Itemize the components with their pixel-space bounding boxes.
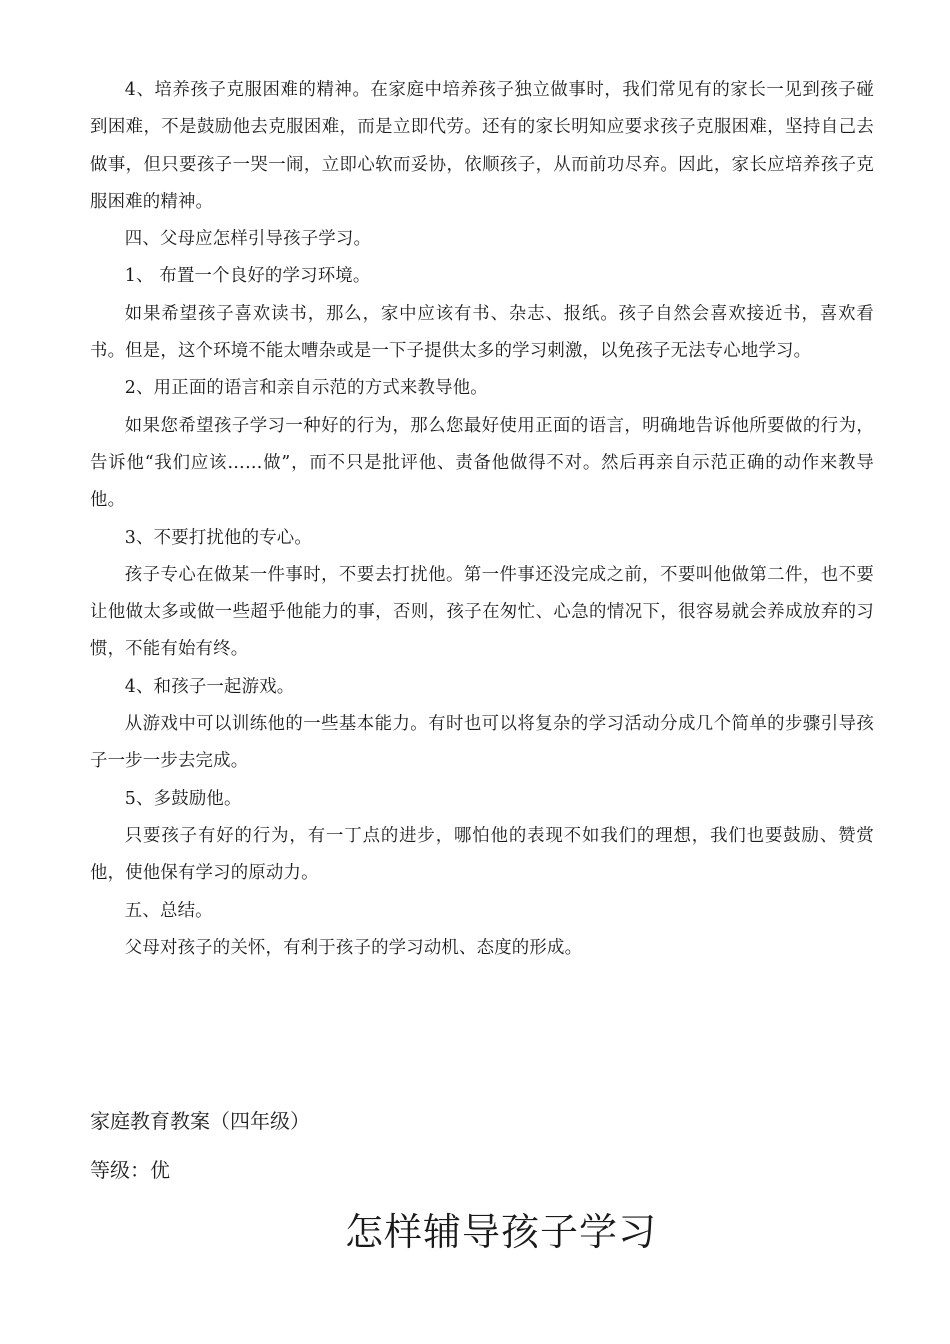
section-heading-guide-learning: 四、父母应怎样引导孩子学习。 (124, 229, 372, 250)
next-lesson-header (90, 1108, 874, 1183)
item-heading-learning-environment: 1、 布置一个良好的学习环境。 (124, 266, 371, 287)
paragraph-positive-language: 如果您希望孩子学习一种好的行为，那么您最好使用正面的语言，明确地告诉他所要做的行为，告诉他“我们应该……做”，而不只是批评他、责备他做得不对。然后再亲自示范正确的动作来教导他。 (90, 415, 874, 511)
paragraph-dont-disturb: 孩子专心在做某一件事时，不要去打扰他。第一件事还没完成之前，不要叫他做第二件，也不要让他做太多或做一些超乎他能力的事，否则，孩子在匆忙、心急的情况下，很容易就会养成放弃的习惯，不能有始有终。 (90, 564, 874, 660)
lesson-title-text: 怎样辅导孩子学习 (344, 1210, 657, 1254)
item-heading-positive-language: 2、用正面的语言和亲自示范的方式来教导他。 (124, 378, 488, 399)
paragraph-play-together: 从游戏中可以训练他的一些基本能力。有时也可以将复杂的学习活动分成几个简单的步骤引导孩子一步一步去完成。 (90, 714, 874, 772)
lesson-title (0, 1208, 950, 1256)
item-heading-encourage: 5、多鼓励他。 (124, 788, 242, 809)
section-heading-summary: 五、总结。 (124, 900, 213, 921)
document-body (90, 72, 874, 967)
paragraph-encourage: 只要孩子有好的行为，有一丁点的进步，哪怕他的表现不如我们的理想，我们也要鼓励、赞赏他，使他保有学习的原动力。 (90, 825, 874, 884)
course-label: 家庭教育教案（四年级） (90, 1109, 310, 1133)
grade-label: 等级：优 (90, 1158, 170, 1182)
paragraph-summary: 父母对孩子的关怀，有利于孩子的学习动机、态度的形成。 (124, 937, 583, 958)
item-heading-play-together: 4、和孩子一起游戏。 (124, 676, 295, 697)
paragraph-learning-environment: 如果希望孩子喜欢读书，那么，家中应该有书、杂志、报纸。孩子自然会喜欢接近书，喜欢看书。但是，这个环境不能太嘈杂或是一下子提供太多的学习刺激，以免孩子无法专心地学习。 (90, 303, 874, 362)
item-heading-dont-disturb: 3、不要打扰他的专心。 (124, 527, 312, 548)
paragraph-overcome-difficulty: 4、培养孩子克服困难的精神。在家庭中培养孩子独立做事时，我们常见有的家长一见到孩子碰到困难，不是鼓励他去克服困难，而是立即代劳。还有的家长明知应要求孩子克服困难，坚持自己去做事，但只要孩子一哭一闹，立即心软而妥协，依顺孩子，从而前功尽弃。因此，家长应培养孩子克服困难的精神。 (90, 80, 874, 212)
